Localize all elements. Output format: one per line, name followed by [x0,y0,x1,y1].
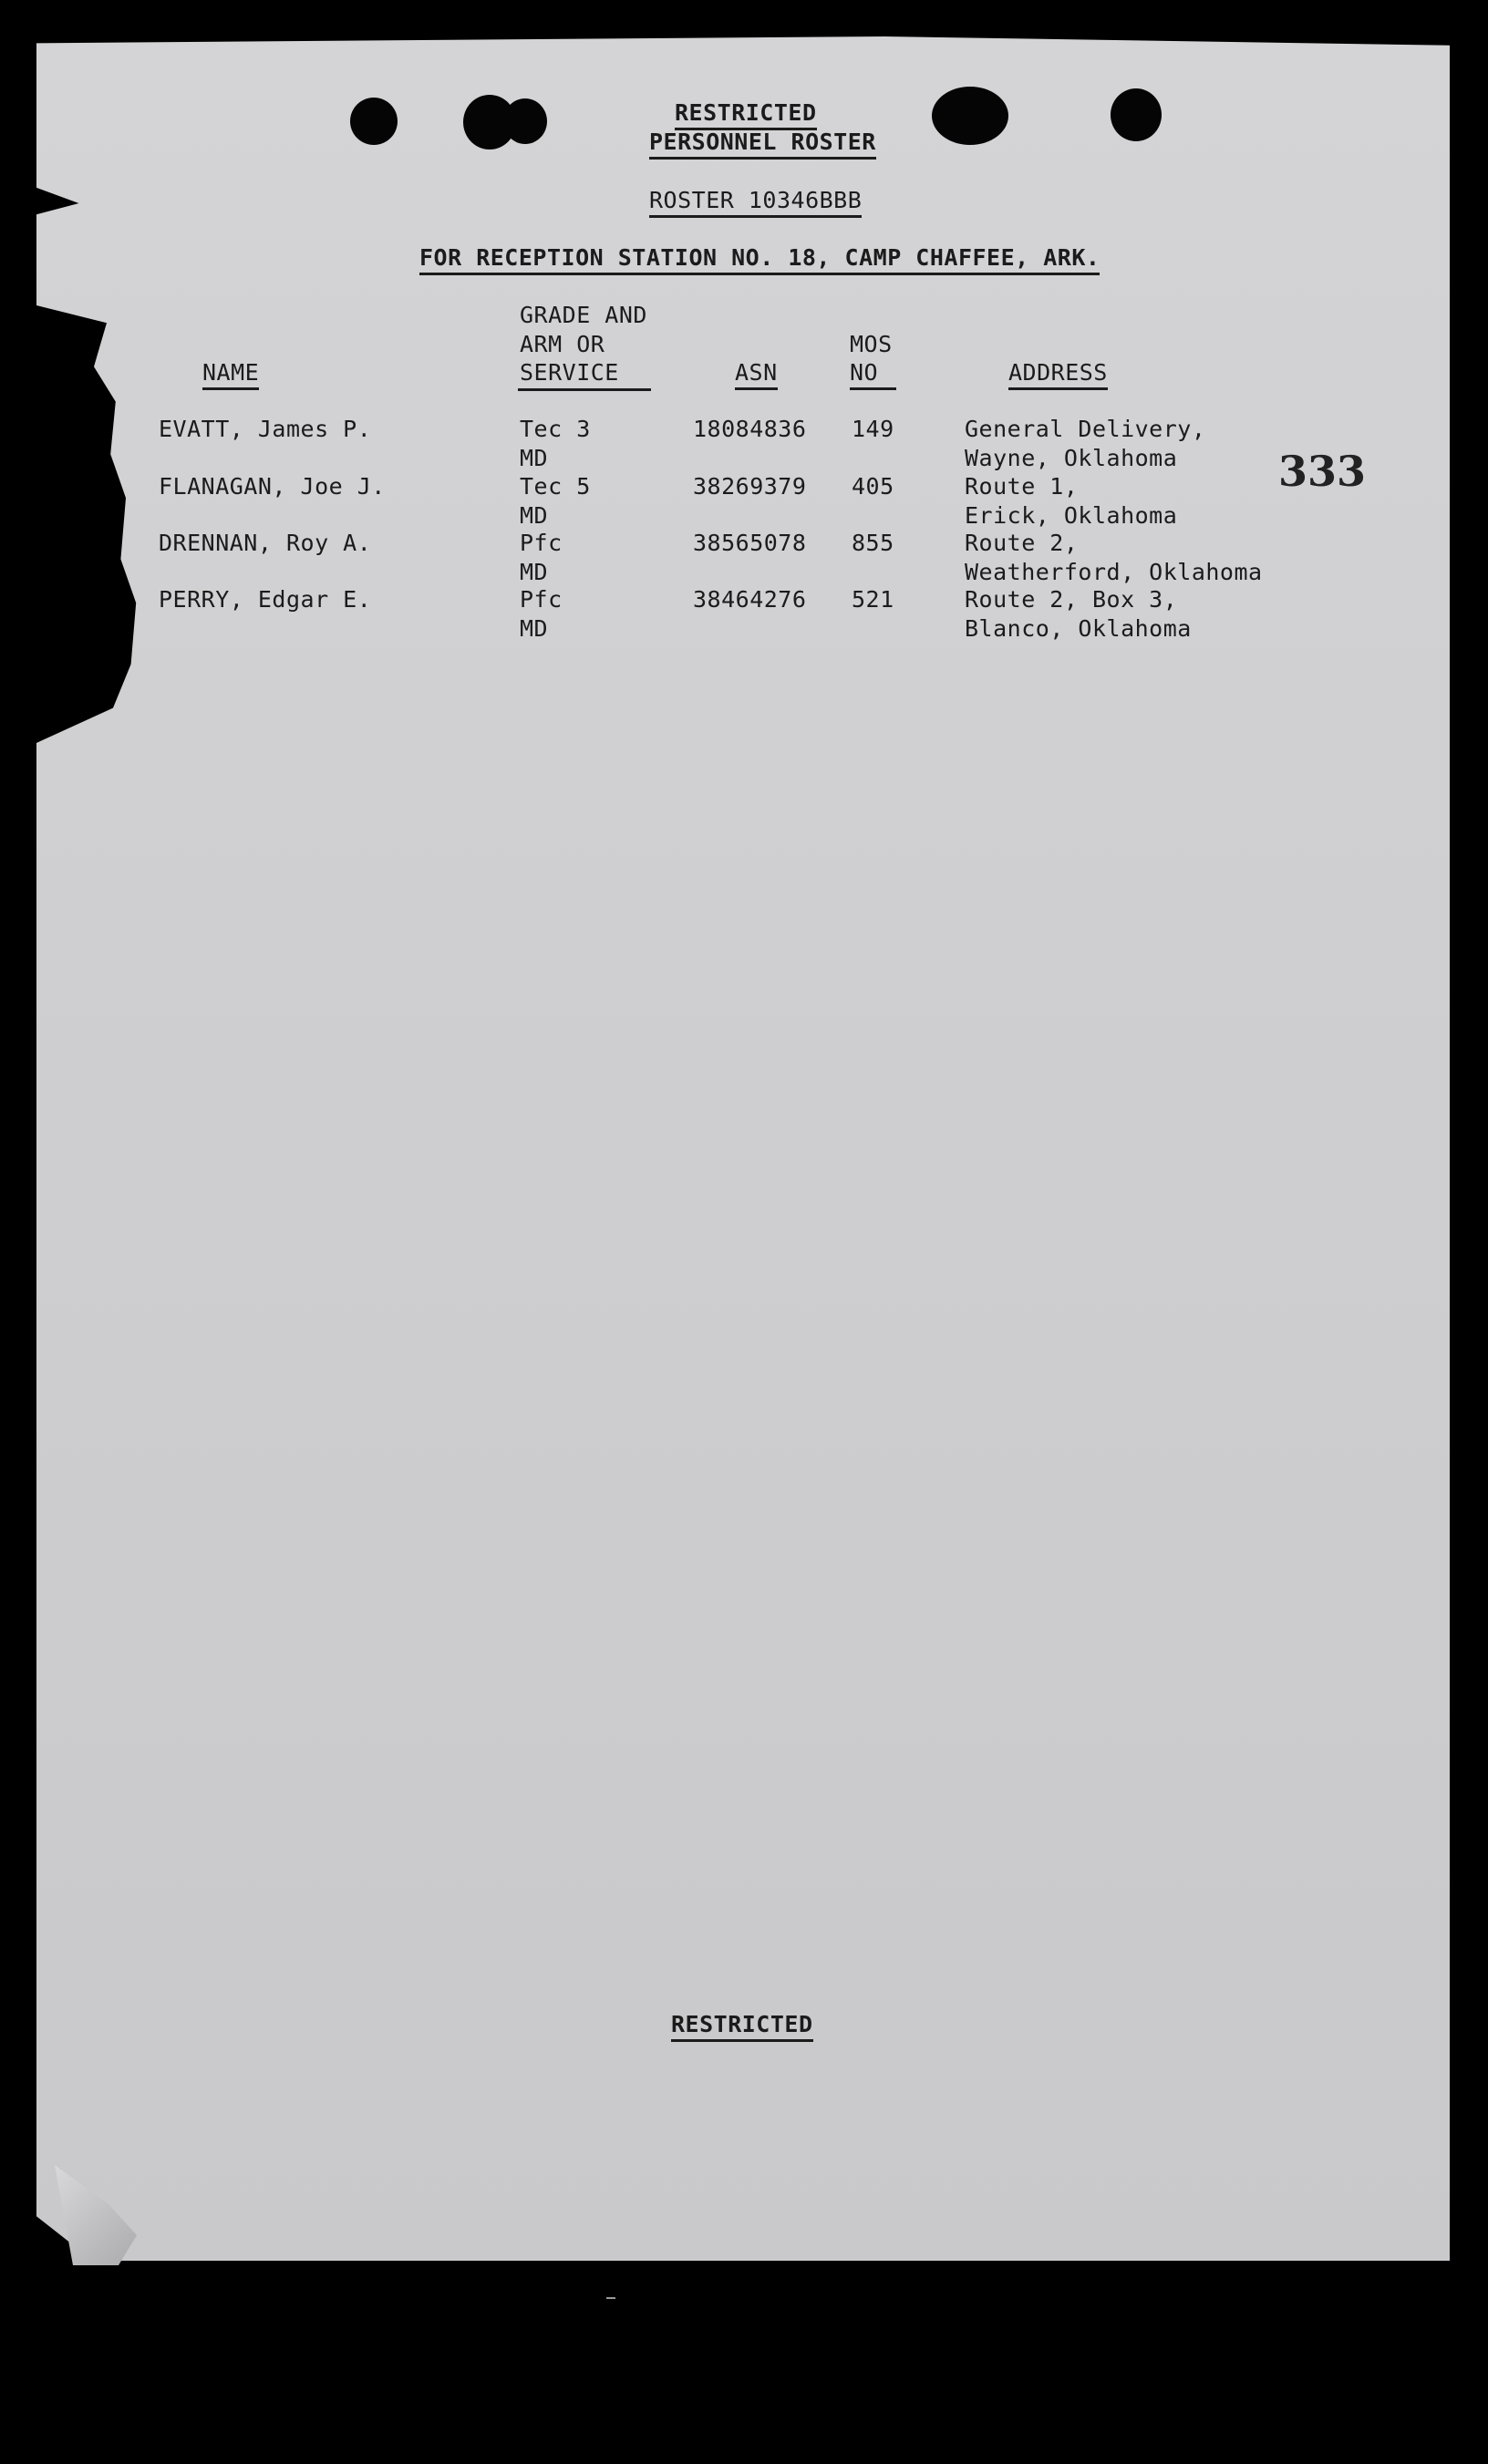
scan-mark [606,2297,615,2299]
row-address-line1: Route 2, Box 3, [965,586,1178,613]
row-mos: 405 [852,473,894,500]
punch-hole-3 [503,98,547,144]
column-header-mos-line2: NO [850,358,896,390]
row-asn: 38565078 [693,530,807,556]
document-title: PERSONNEL ROSTER [649,128,876,160]
row-mos: 855 [852,530,894,556]
row-arm: MD [520,445,549,471]
row-grade: Tec 5 [520,473,591,500]
column-header-grade-line2: ARM OR [520,331,605,357]
row-mos: 149 [852,416,894,442]
row-address-line2: Erick, Oklahoma [965,502,1178,529]
row-address-line1: Route 1, [965,473,1079,500]
row-address-line2: Wayne, Oklahoma [965,445,1178,471]
station-heading: FOR RECEPTION STATION NO. 18, CAMP CHAFFEE, ARK. [419,243,1100,275]
column-header-grade-line1: GRADE AND [520,302,647,328]
row-address-line1: Route 2, [965,530,1079,556]
column-header-address: ADDRESS [1008,358,1108,390]
row-asn: 38269379 [693,473,807,500]
classification-top: RESTRICTED [675,98,817,130]
column-header-grade-line3: SERVICE [520,359,619,386]
row-grade: Pfc [520,586,563,613]
roster-number: ROSTER 10346BBB [649,186,862,218]
row-mos: 521 [852,586,894,613]
row-address-line2: Blanco, Oklahoma [965,615,1192,642]
column-header-asn: ASN [735,358,778,390]
handwritten-page-number: 333 [1278,447,1367,496]
row-arm: MD [520,559,549,585]
row-name: PERRY, Edgar E. [159,586,372,613]
column-header-grade-underline [518,388,651,391]
punch-hole-4 [932,87,1008,145]
row-asn: 18084836 [693,416,807,442]
row-name: EVATT, James P. [159,416,372,442]
column-header-name: NAME [202,358,259,390]
row-name: FLANAGAN, Joe J. [159,473,386,500]
column-header-mos-line1: MOS [850,331,893,357]
row-arm: MD [520,502,549,529]
row-grade: Pfc [520,530,563,556]
row-asn: 38464276 [693,586,807,613]
punch-hole-5 [1111,88,1162,141]
row-address-line1: General Delivery, [965,416,1206,442]
row-grade: Tec 3 [520,416,591,442]
row-arm: MD [520,615,549,642]
punch-hole-1 [350,98,398,145]
row-name: DRENNAN, Roy A. [159,530,372,556]
row-address-line2: Weatherford, Oklahoma [965,559,1263,585]
classification-bottom: RESTRICTED [671,2010,813,2042]
